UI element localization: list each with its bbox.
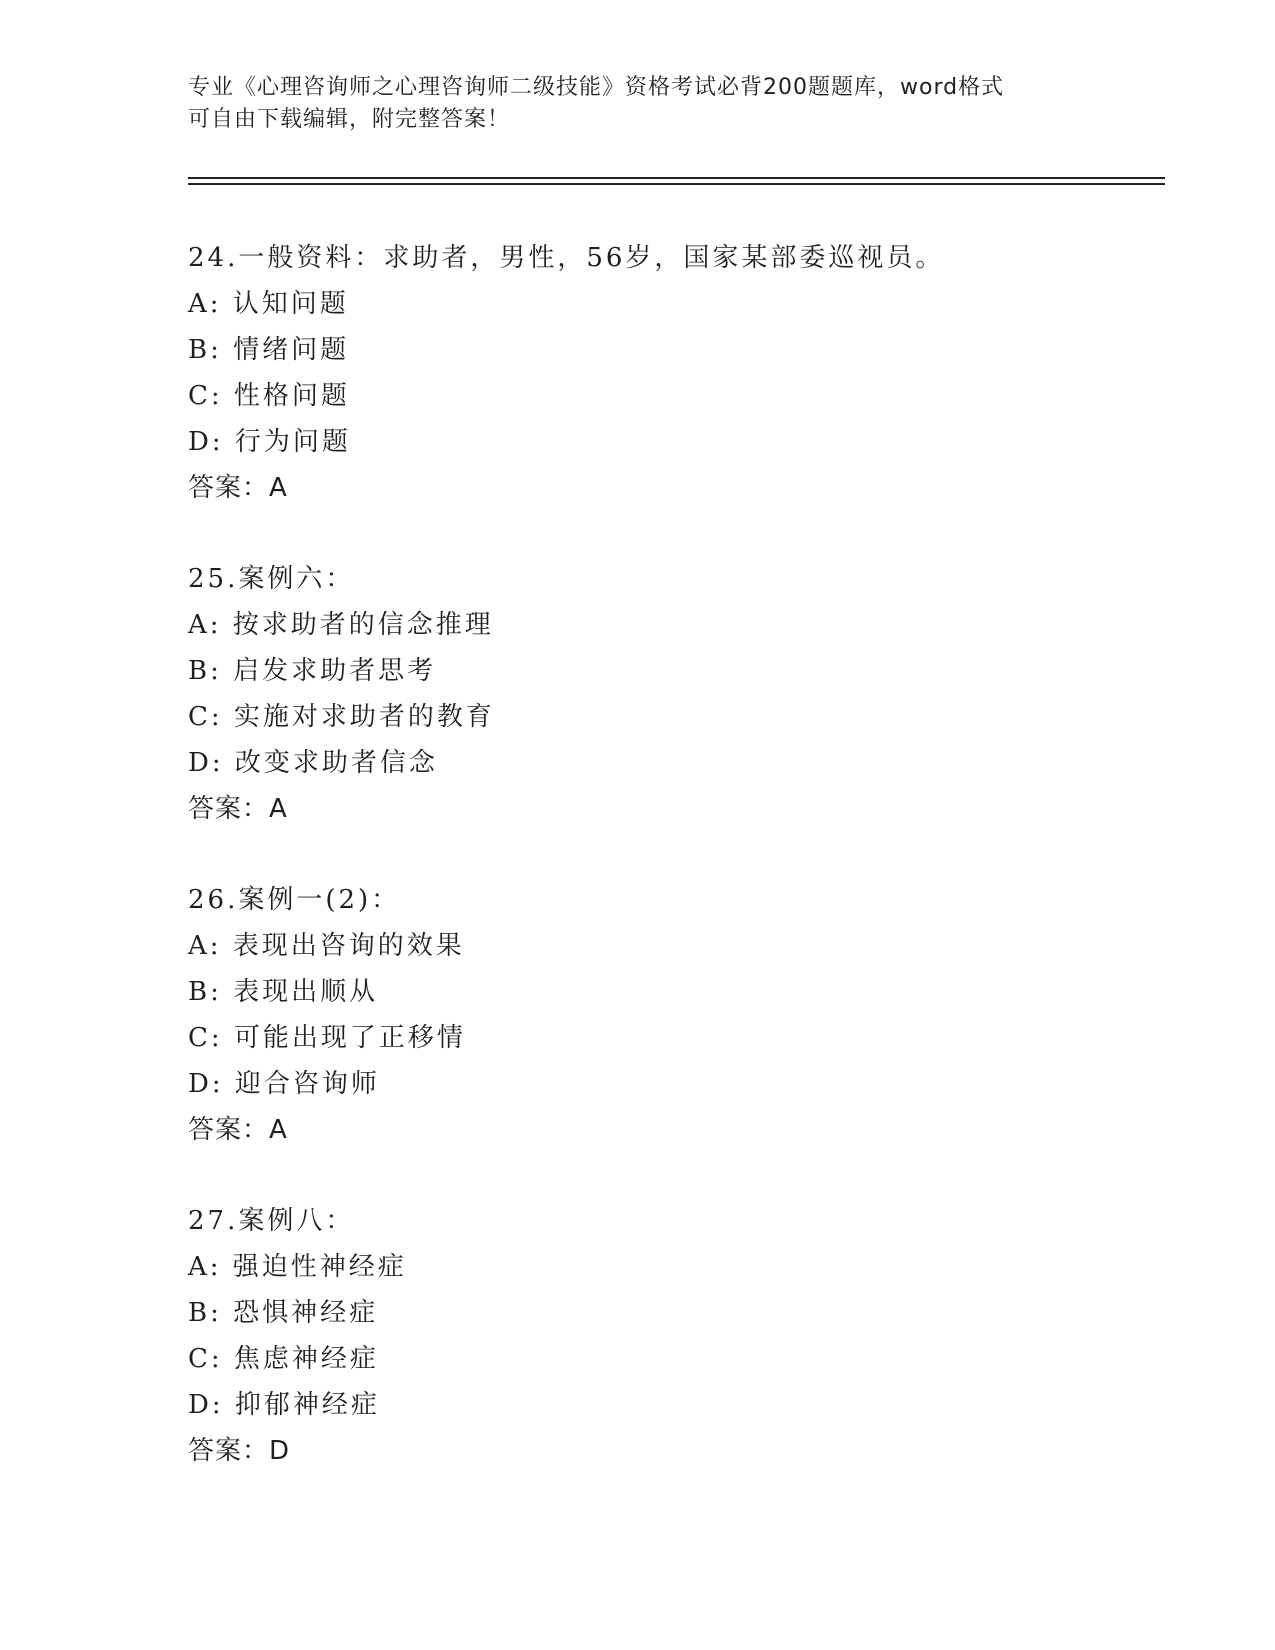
answer-line: 答案：A bbox=[188, 473, 288, 503]
option-d: D: 行为问题 bbox=[188, 427, 351, 457]
option-c: C: 实施对求助者的教育 bbox=[188, 702, 495, 732]
option-a: A: 认知问题 bbox=[188, 289, 349, 319]
option-c: C: 性格问题 bbox=[188, 381, 350, 411]
option-b: B: 恐惧神经症 bbox=[188, 1298, 379, 1328]
option-c: C: 焦虑神经症 bbox=[188, 1344, 379, 1374]
question-26 bbox=[188, 877, 1168, 1153]
question-27 bbox=[188, 1198, 1168, 1474]
header-title-line-2: 可自由下载编辑，附完整答案！ bbox=[188, 107, 511, 132]
question-24 bbox=[188, 235, 1168, 511]
question-stem: 25.案例六： bbox=[188, 564, 355, 594]
answer-line: 答案：A bbox=[188, 1115, 288, 1145]
header-title-line-1: 专业《心理咨询师之心理咨询师二级技能》资格考试必背200题题库，word格式 bbox=[188, 75, 1005, 100]
option-d: D: 迎合咨询师 bbox=[188, 1069, 380, 1099]
question-25 bbox=[188, 556, 1168, 832]
header-divider-top bbox=[188, 177, 1165, 179]
option-a: A: 强迫性神经症 bbox=[188, 1252, 407, 1282]
question-stem: 24.一般资料：求助者，男性，56岁，国家某部委巡视员。 bbox=[188, 243, 945, 273]
option-c: C: 可能出现了正移情 bbox=[188, 1023, 466, 1053]
question-stem: 26.案例一(2)： bbox=[188, 885, 401, 915]
option-d: D: 抑郁神经症 bbox=[188, 1390, 380, 1420]
answer-line: 答案：A bbox=[188, 794, 288, 824]
option-d: D: 改变求助者信念 bbox=[188, 748, 438, 778]
question-stem: 27.案例八： bbox=[188, 1206, 355, 1236]
option-b: B: 情绪问题 bbox=[188, 335, 350, 365]
option-a: A: 表现出咨询的效果 bbox=[188, 931, 465, 961]
option-b: B: 启发求助者思考 bbox=[188, 656, 437, 686]
document-header bbox=[188, 72, 1088, 136]
option-b: B: 表现出顺从 bbox=[188, 977, 379, 1007]
answer-line: 答案：D bbox=[188, 1436, 291, 1466]
option-a: A: 按求助者的信念推理 bbox=[188, 610, 494, 640]
header-divider-bottom bbox=[188, 183, 1165, 185]
